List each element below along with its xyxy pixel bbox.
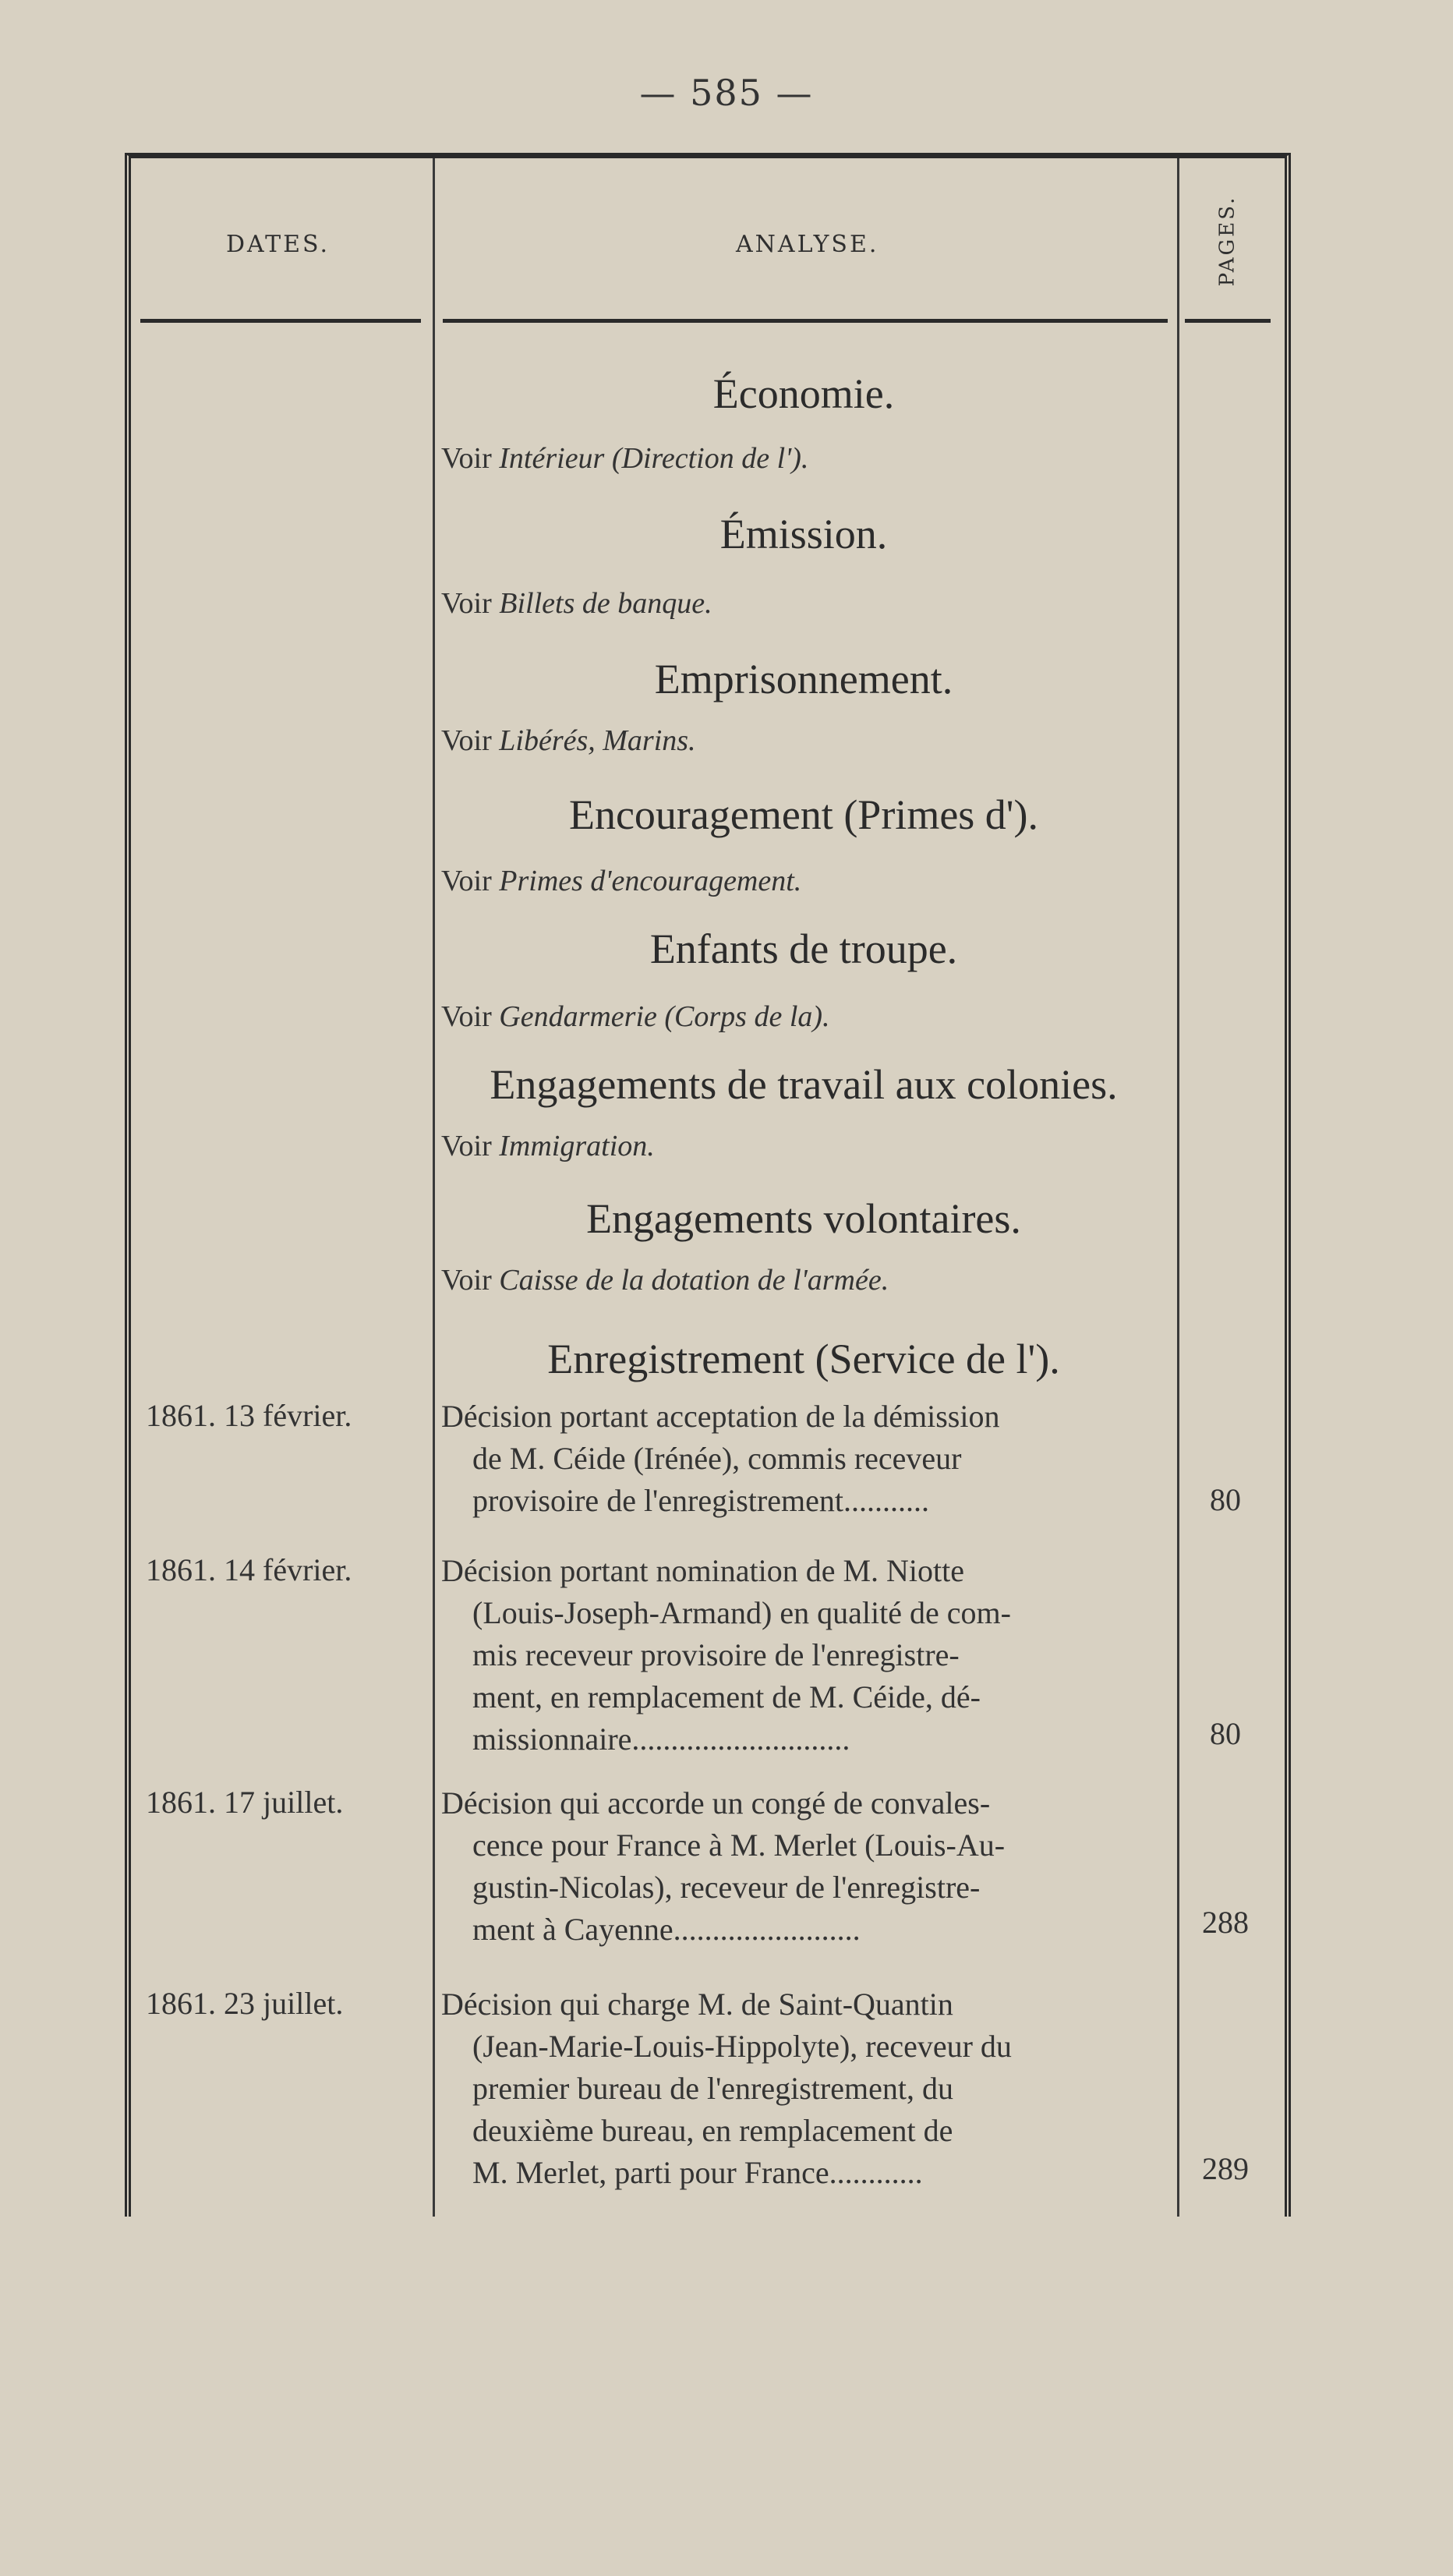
see-word: Voir	[441, 724, 492, 757]
see-word: Voir	[441, 1264, 492, 1297]
see-reference	[441, 864, 801, 898]
see-word: Voir	[441, 442, 492, 475]
entry-line: deuxième bureau, en remplacement de	[472, 2113, 953, 2148]
entry-line: provisoire de l'enregistrement...........	[472, 1483, 929, 1518]
entry-page: 80	[1210, 1716, 1241, 1751]
see-word: Voir	[441, 865, 492, 897]
entry-line: ment, en remplacement de M. Céide, dé-	[472, 1679, 981, 1714]
column-divider-dates	[433, 158, 435, 2217]
page-number: — 585 —	[639, 72, 814, 114]
entry-page: 289	[1202, 2151, 1249, 2186]
entry-line: de M. Céide (Irénée), commis receveur	[472, 1441, 962, 1476]
see-word: Voir	[441, 1130, 492, 1162]
reference-target: Immigration.	[499, 1130, 655, 1162]
see-word: Voir	[441, 1000, 492, 1033]
see-reference	[441, 1129, 655, 1163]
header-rule-dates	[140, 319, 421, 323]
entry-text	[441, 1396, 1168, 1522]
entry-line: Décision portant acceptation de la démission	[441, 1399, 1000, 1434]
see-reference	[441, 724, 696, 758]
entry-line: missionnaire............................	[472, 1721, 850, 1757]
entry-page: 80	[1210, 1482, 1241, 1517]
reference-target: Gendarmerie (Corps de la).	[499, 1000, 830, 1033]
reference-target: Libérés, Marins.	[499, 724, 696, 757]
entry-date: 1861. 17 juillet.	[146, 1785, 344, 1820]
header-dates: DATES.	[226, 231, 331, 258]
reference-target: Billets de banque.	[499, 587, 712, 620]
entry-line: M. Merlet, parti pour France............	[472, 2155, 923, 2190]
entry-line: Décision qui accorde un congé de convales-	[441, 1785, 991, 1821]
section-title: Emprisonnement.	[654, 656, 953, 702]
entry-line: Décision qui charge M. de Saint-Quantin	[441, 1987, 953, 2022]
entry-text	[441, 1550, 1168, 1760]
see-word: Voir	[441, 587, 492, 620]
entry-line: cence pour France à M. Merlet (Louis-Au-	[472, 1828, 1006, 1863]
entry-date: 1861. 14 février.	[146, 1552, 352, 1587]
see-reference	[441, 1000, 830, 1034]
entry-page: 288	[1202, 1905, 1249, 1940]
entry-line: gustin-Nicolas), receveur de l'enregistre-	[472, 1870, 981, 1905]
reference-target: Primes d'encouragement.	[499, 865, 802, 897]
entry-line: mis receveur provisoire de l'enregistre-	[472, 1637, 960, 1672]
entry-date: 1861. 23 juillet.	[146, 1986, 344, 2021]
section-title: Émission.	[719, 511, 888, 557]
entry-line: Décision portant nomination de M. Niotte	[441, 1553, 964, 1588]
section-title: Engagements volontaires.	[586, 1195, 1021, 1242]
section-title: Encouragement (Primes d').	[568, 791, 1039, 838]
entry-text	[441, 1983, 1168, 2194]
entry-date: 1861. 13 février.	[146, 1398, 352, 1433]
reference-target: Intérieur (Direction de l').	[499, 442, 809, 475]
entry-line: premier bureau de l'enregistrement, du	[472, 2071, 953, 2106]
entry-line: (Louis-Joseph-Armand) en qualité de com-	[472, 1595, 1011, 1630]
header-rule-analyse	[443, 319, 1168, 323]
header-rule-pages	[1185, 319, 1271, 323]
header-pages: PAGES.	[1215, 195, 1239, 287]
reference-target: Caisse de la dotation de l'armée.	[499, 1264, 889, 1297]
section-title: Engagements de travail aux colonies.	[490, 1061, 1118, 1108]
section-title: Enregistrement (Service de l').	[547, 1336, 1060, 1382]
entry-text	[441, 1782, 1168, 1951]
entry-line: ment à Cayenne........................	[472, 1912, 861, 1947]
entry-line: (Jean-Marie-Louis-Hippolyte), receveur du	[472, 2029, 1012, 2064]
see-reference	[441, 441, 808, 476]
see-reference	[441, 1263, 889, 1297]
section-title: Économie.	[712, 370, 895, 417]
see-reference	[441, 586, 712, 621]
section-title: Enfants de troupe.	[649, 925, 958, 972]
header-analyse: ANALYSE.	[736, 231, 879, 258]
